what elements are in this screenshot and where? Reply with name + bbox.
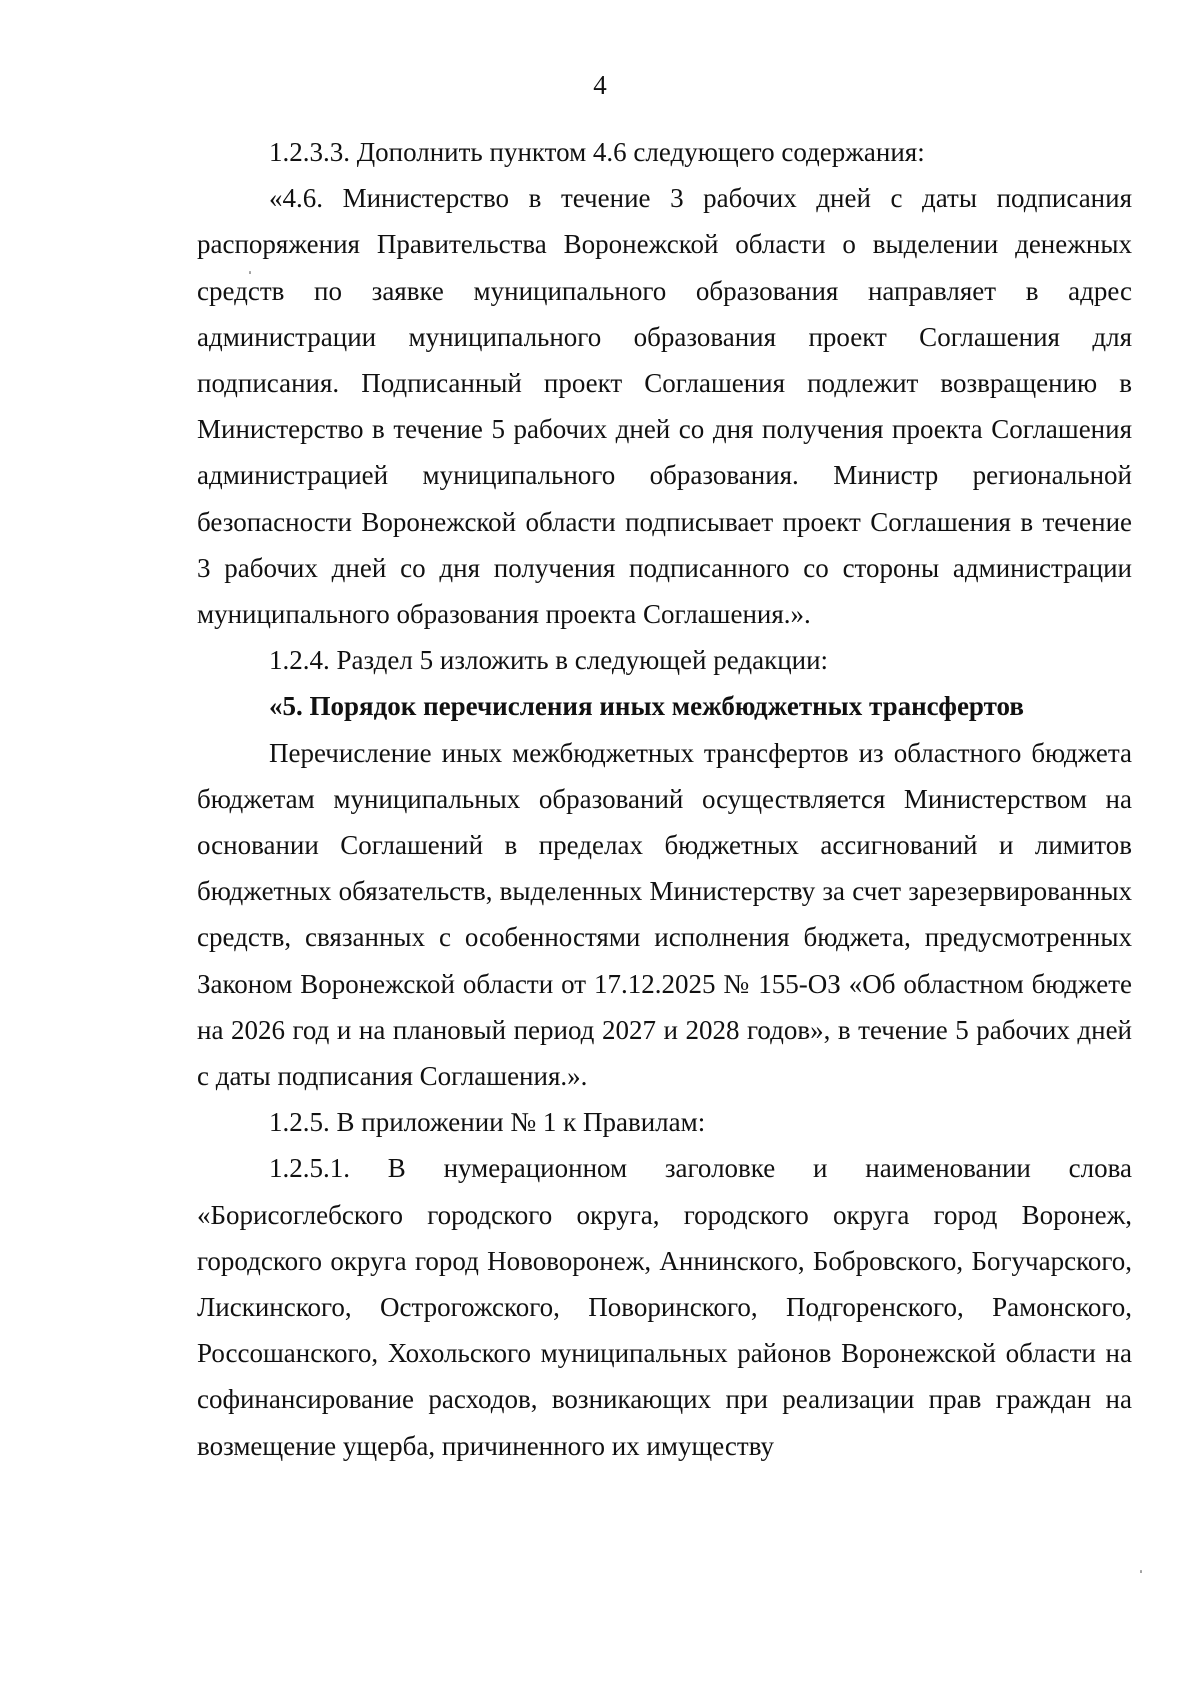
paragraph-4-6: «4.6. Министерство в течение 3 рабочих дней с даты подписания распоряжения Правительства Воронежской области о выделении денежных средств по заявке муниципального образования направляет в адрес администрации муниципального образования проект Соглашения для подписания. Подписанный проект Соглашения подлежит возвращению в Министерство в течение 5 рабочих дней со дня получения проекта Соглашения администрацией муниципального образования. Министр региональной безопасности Воронежской области подписывает проект Соглашения в течение 3 рабочих дней со дня получения подписанного со стороны администрации муниципального образования проекта Соглашения.». xyxy=(197,183,1132,630)
paragraph-section-5-body: Перечисление иных межбюджетных трансфертов из областного бюджета бюджетам муниципальных образований осуществляется Министерством на основании Соглашений в пределах бюджетных ассигнований и лимитов бюджетных обязательств, выделенных Министерству за счет зарезервированных средств, связанных с особенностями исполнения бюджета, предусмотренных Законом Воронежской области от 17.12.2025 № 155-ОЗ «Об областном бюджете на 2026 год и на плановый период 2027 и 2028 годов», в течение 5 рабочих дней с даты подписания Соглашения.». xyxy=(197,737,1132,1092)
scan-mark: ˌ xyxy=(247,254,253,274)
paragraph-1-2-4: 1.2.4. Раздел 5 изложить в следующей редакции: xyxy=(269,645,829,676)
paragraph-1-2-5: 1.2.5. В приложении № 1 к Правилам: xyxy=(269,1107,706,1138)
scan-mark: ˌ xyxy=(1138,1553,1144,1573)
document-body xyxy=(197,129,1132,1469)
section-5-heading: «5. Порядок перечисления иных межбюджетных трансфертов xyxy=(269,691,1024,722)
paragraph-1-2-5-1: 1.2.5.1. В нумерационном заголовке и наименовании слова «Борисоглебского городского округа, городского округа город Воронеж, городского округа город Нововоронеж, Аннинского, Бобровского, Богучарского, Лискинского, Острогожского, Поворинского, Подгоренского, Рамонского, Россошанского, Хохольского муниципальных районов Воронежской области на софинансирование расходов, возникающих при реализации прав граждан на возмещение ущерба, причиненного их имуществу xyxy=(197,1153,1132,1461)
page-number: 4 xyxy=(593,70,607,100)
paragraph-1-2-3-3: 1.2.3.3. Дополнить пунктом 4.6 следующего содержания: xyxy=(269,137,925,167)
